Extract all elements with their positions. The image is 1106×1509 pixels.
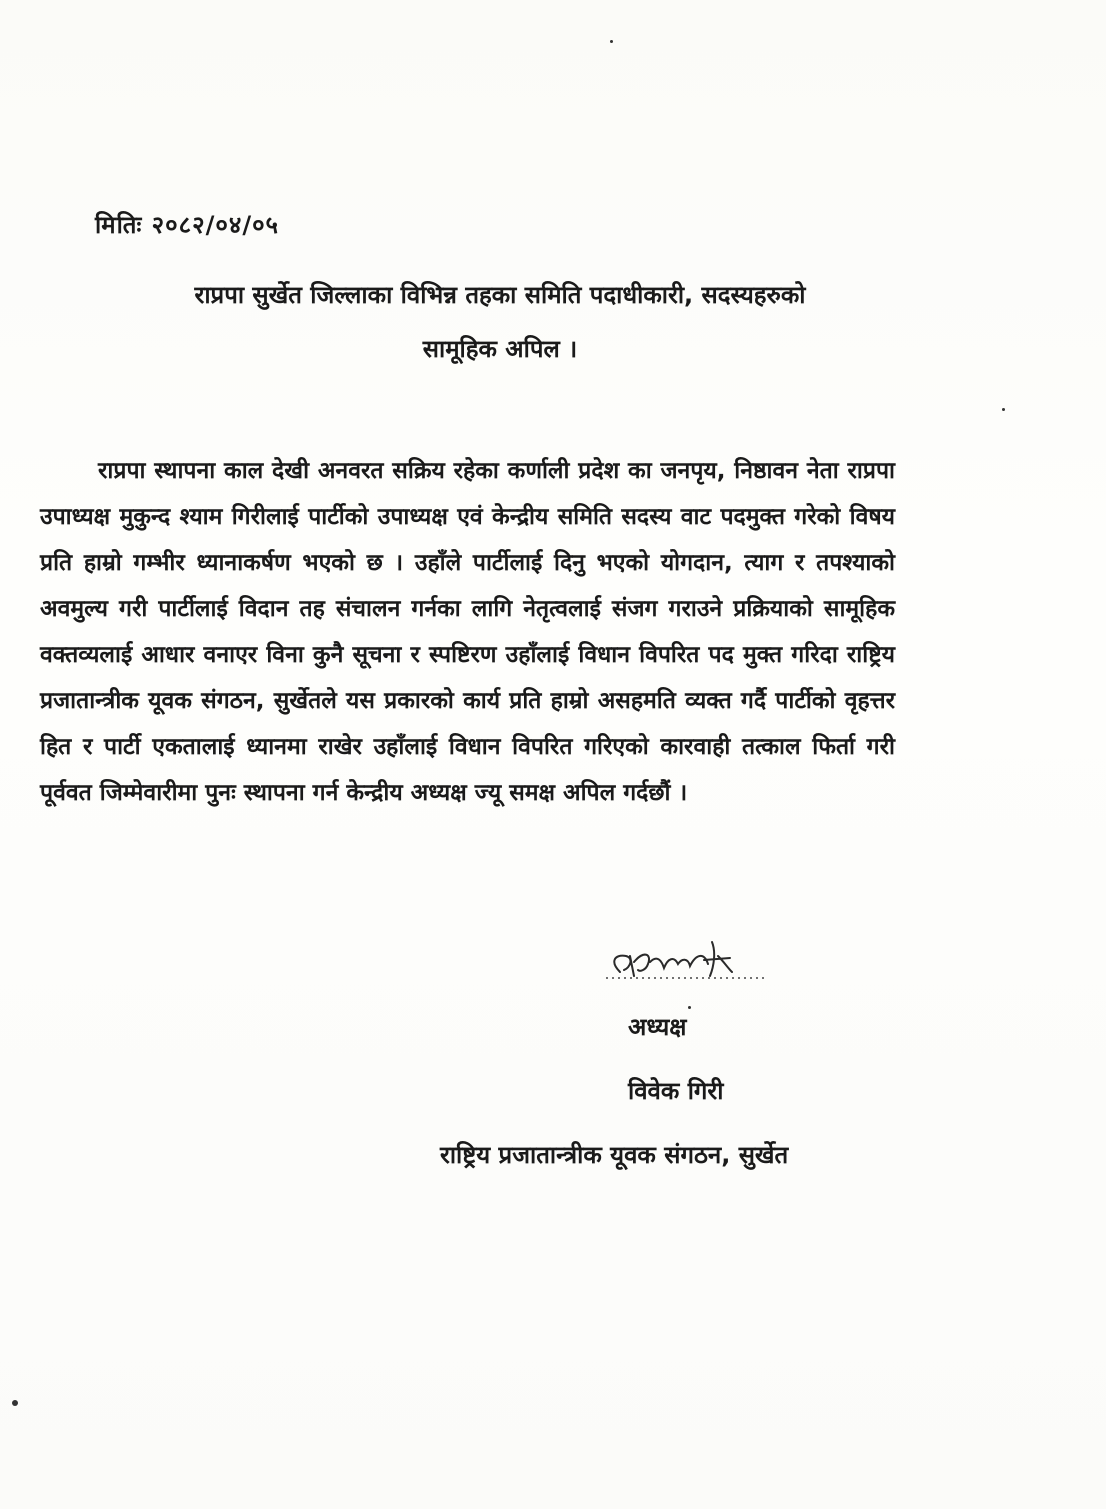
ink-speck — [610, 40, 613, 43]
letter-body: राप्रपा स्थापना काल देखी अनवरत सक्रिय रहेका कर्णाली प्रदेश का जनपृय, निष्ठावन नेता राप्रपा उपाध्यक्ष मुकुन्द श्याम गिरीलाई पार्टीको उपाध्यक्ष एवं केन्द्रीय समिति सदस्य वाट पदमुक्त गरेको विषय प्रति हाम्रो गम्भीर ध्यानाकर्षण भएको छ । उहाँले पार्टीलाई दिनु भएको योगदान, त्याग र तपश्याको अवमुल्य गरी पार्टीलाई विदान तह संचालन गर्नका लागि नेतृत्वलाई संजग गराउने प्रक्रियाको सामूहिक वक्तव्यलाई आधार वनाएर विना कुनै सूचना र स्पष्टिरण उहाँलाई विधान विपरित पद मुक्त गरिदा राष्ट्रिय प्रजातान्त्रीक यूवक संगठन, सुर्खेतले यस प्रकारको कार्य प्रति हाम्रो असहमति व्यक्त गर्दै पार्टीको वृहत्तर हित र पार्टी एकतालाई ध्यानमा राखेर उहाँलाई विधान विपरित गरिएको कारवाही तत्काल फिर्ता गरी पूर्ववत जिम्मेवारीमा पुनः स्थापना गर्न केन्द्रीय अध्यक्ष ज्यू समक्ष अपिल गर्दछौं । — [40, 458, 895, 806]
ink-speck — [1002, 408, 1005, 411]
signatory-title: अध्यक्ष — [628, 1013, 687, 1041]
heading-line-1: राप्रपा सुर्खेत जिल्लाका विभिन्न तहका समिति पदाधीकारी, सदस्यहरुको — [194, 281, 806, 309]
signatory-name: विवेक गिरी — [628, 1077, 724, 1105]
signatory-organization: राष्ट्रिय प्रजातान्त्रीक यूवक संगठन, सुर्खेत — [440, 1141, 789, 1169]
letter-heading — [60, 268, 940, 376]
ink-speck — [688, 1006, 691, 1009]
heading-line-2: सामूहिक अपिल । — [422, 335, 578, 363]
letter-date: मितिः २०८२/०४/०५ — [95, 211, 280, 239]
handwritten-signature — [600, 932, 770, 992]
ink-speck — [12, 1400, 18, 1406]
